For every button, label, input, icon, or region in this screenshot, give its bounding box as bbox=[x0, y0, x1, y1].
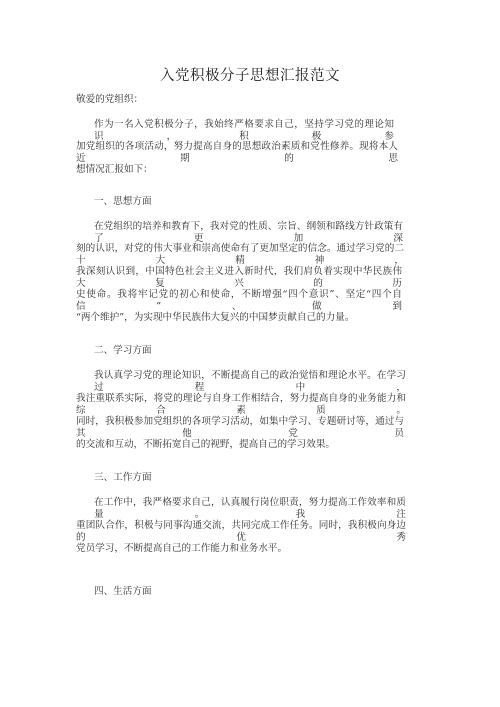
section-heading-life: 四、生活方面 bbox=[94, 586, 152, 597]
intro-line-1: 作为一名入党积极分子，我始终严格要求自己，坚持学习党的理论知识，积极参 bbox=[94, 119, 394, 142]
section-study-line-2: 我注重联系实际，将党的理论与自身工作相结合，努力提高自身的业务能力和综合素质。 bbox=[76, 393, 406, 416]
section-thought-line-2: 刻的认识，对党的伟大事业和崇高使命有了更加坚定的信念。通过学习党的二十大精神， bbox=[76, 243, 404, 266]
intro-line-2: 加党组织的各项活动，努力提高自身的思想政治素质和党性修养。现将本人近期的思 bbox=[76, 141, 398, 164]
section-thought-line-3: 我深刻认识到，中国特色社会主义进入新时代，我们肩负着实现中华民族伟大复兴的历 bbox=[76, 266, 402, 289]
section-work-line-2: 重团队合作，积极与同事沟通交流，共同完成工作任务。同时，我积极向身边的优秀 bbox=[76, 520, 406, 543]
section-heading-study: 二、学习方面 bbox=[94, 345, 152, 356]
salutation: 敬爱的党组织： bbox=[76, 94, 144, 105]
section-study-line-1: 我认真学习党的理论知识，不断提高自己的政治觉悟和理论水平。在学习过程中， bbox=[94, 370, 406, 393]
section-work-line-1: 在工作中，我严格要求自己，认真履行岗位职责，努力提高工作效率和质量。我注 bbox=[94, 497, 406, 520]
intro-line-3: 想情况汇报如下： bbox=[76, 164, 153, 175]
document-title: 入党积极分子思想汇报范文 bbox=[160, 68, 340, 84]
section-study-line-4: 的交流和互动，不断拓宽自己的视野，提高自己的学习效果。 bbox=[76, 439, 336, 450]
section-heading-thought: 一、思想方面 bbox=[94, 196, 152, 207]
section-thought-line-1: 在党组织的培养和教育下，我对党的性质、宗旨、纲领和路线方针政策有了更加深 bbox=[94, 221, 403, 244]
section-thought-line-4: 史使命。我将牢记党的初心和使命，不断增强“四个意识”、坚定“四个自信”、做到 bbox=[76, 289, 402, 312]
section-work-line-3: 党员学习，不断提高自己的工作能力和业务水平。 bbox=[76, 543, 288, 554]
section-study-line-3: 同时，我积极参加党组织的各项学习活动，如集中学习、专题研讨等，通过与其他党员 bbox=[76, 416, 404, 439]
section-heading-work: 三、工作方面 bbox=[94, 472, 152, 483]
section-thought-line-5: “两个维护”，为实现中华民族伟大复兴的中国梦贡献自己的力量。 bbox=[76, 312, 355, 323]
